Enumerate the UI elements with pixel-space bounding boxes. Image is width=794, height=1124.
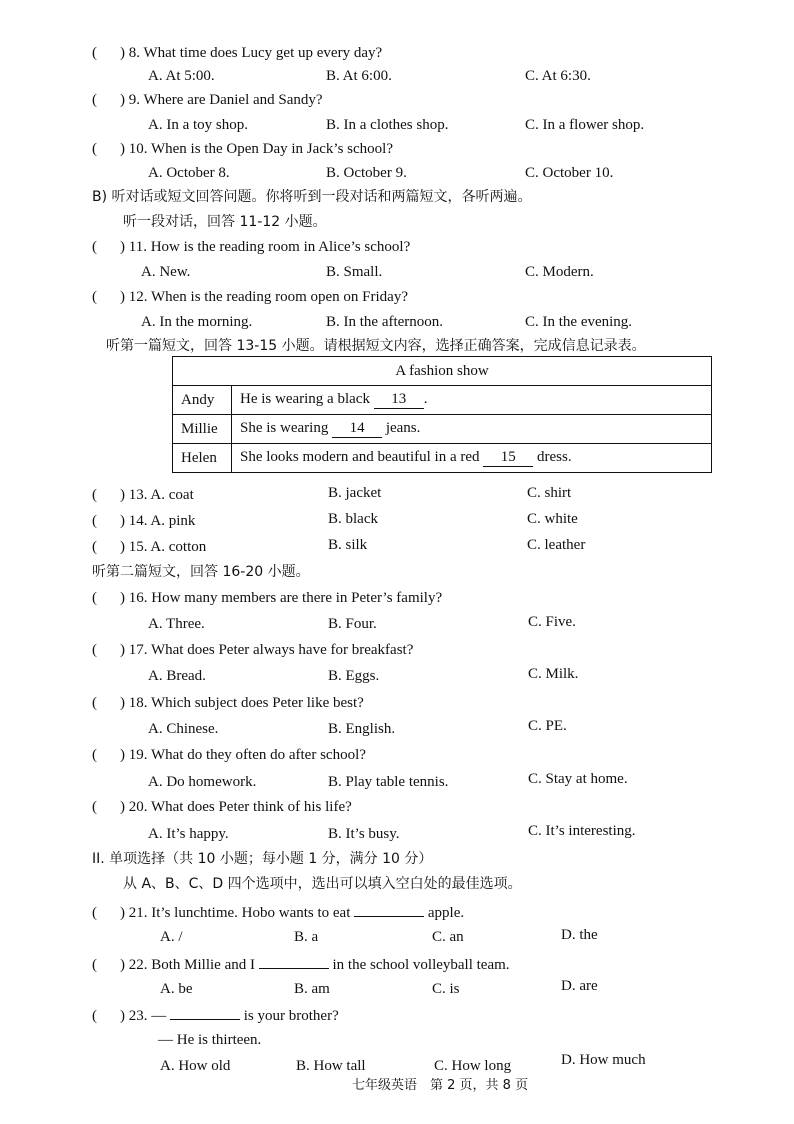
question-13: ( ) 13. A. coat (92, 487, 194, 503)
section-2-instruction: 从 A、B、C、D 四个选项中，选出可以填入空白处的最佳选项。 (123, 876, 522, 892)
q23-reply: — He is thirteen. (158, 1032, 262, 1048)
q13-option-c[interactable]: C. shirt (527, 485, 572, 501)
dialog-intro: 听一段对话，回答 11-12 小题。 (123, 214, 327, 230)
q17-option-a[interactable]: A. Bread. (148, 668, 206, 684)
blank-22[interactable] (259, 956, 329, 969)
q16-option-c[interactable]: C. Five. (528, 614, 576, 630)
question-17: ( ) 17. What does Peter always have for breakfast? (92, 642, 414, 658)
q14-option-b[interactable]: B. black (328, 511, 378, 527)
blank-13[interactable]: 13 (374, 391, 424, 409)
q23-option-b[interactable]: B. How tall (296, 1058, 366, 1074)
q19-option-b[interactable]: B. Play table tennis. (328, 774, 449, 790)
question-20: ( ) 20. What does Peter think of his life? (92, 799, 352, 815)
q14-option-c[interactable]: C. white (527, 511, 578, 527)
row-name: Millie (173, 415, 232, 444)
q22-option-a[interactable]: A. be (160, 981, 193, 997)
q16-option-a[interactable]: A. Three. (148, 616, 205, 632)
blank-15[interactable]: 15 (483, 449, 533, 467)
q15-option-c[interactable]: C. leather (527, 537, 586, 553)
passage1-intro: 听第一篇短文，回答 13-15 小题。请根据短文内容，选择正确答案，完成信息记录表。 (106, 338, 646, 354)
q20-option-a[interactable]: A. It’s happy. (148, 826, 229, 842)
q20-option-b[interactable]: B. It’s busy. (328, 826, 400, 842)
q11-option-a[interactable]: A. New. (141, 264, 191, 280)
q9-option-b[interactable]: B. In a clothes shop. (326, 117, 449, 133)
table-title: A fashion show (173, 357, 712, 386)
question-9: ( ) 9. Where are Daniel and Sandy? (92, 92, 323, 108)
row-name: Helen (173, 444, 232, 473)
question-8: ( ) 8. What time does Lucy get up every day? (92, 45, 383, 61)
q21-option-a[interactable]: A. / (160, 929, 183, 945)
q12-option-b[interactable]: B. In the afternoon. (326, 314, 444, 330)
table-header-row (173, 357, 712, 386)
q12-option-c[interactable]: C. In the evening. (525, 314, 633, 330)
q19-option-c[interactable]: C. Stay at home. (528, 771, 628, 787)
q20-option-c[interactable]: C. It’s interesting. (528, 823, 636, 839)
blank-23[interactable] (170, 1007, 240, 1020)
table-row (173, 444, 712, 473)
q11-option-b[interactable]: B. Small. (326, 264, 383, 280)
row-text: She looks modern and beautiful in a red 15 dress. (232, 444, 712, 473)
question-23: ( ) 23. — is your brother? (92, 1008, 339, 1024)
fashion-show-table (172, 356, 712, 473)
q18-option-b[interactable]: B. English. (328, 721, 396, 737)
q17-option-c[interactable]: C. Milk. (528, 666, 579, 682)
question-10: ( ) 10. When is the Open Day in Jack’s school? (92, 141, 393, 157)
passage2-intro: 听第二篇短文，回答 16-20 小题。 (92, 564, 310, 580)
blank-14[interactable]: 14 (332, 420, 382, 438)
question-12: ( ) 12. When is the reading room open on Friday? (92, 289, 408, 305)
q8-option-a[interactable]: A. At 5:00. (148, 68, 215, 84)
q10-option-a[interactable]: A. October 8. (148, 165, 230, 181)
q9-option-c[interactable]: C. In a flower shop. (525, 117, 645, 133)
blank-21[interactable] (354, 904, 424, 917)
question-22: ( ) 22. Both Millie and I in the school volleyball team. (92, 957, 510, 973)
table-row (173, 415, 712, 444)
q18-option-a[interactable]: A. Chinese. (148, 721, 219, 737)
q10-option-c[interactable]: C. October 10. (525, 165, 614, 181)
q22-option-d[interactable]: D. are (561, 978, 598, 994)
q21-option-d[interactable]: D. the (561, 927, 598, 943)
q15-option-b[interactable]: B. silk (328, 537, 368, 553)
q21-option-c[interactable]: C. an (432, 929, 464, 945)
q22-option-b[interactable]: B. am (294, 981, 330, 997)
q8-option-c[interactable]: C. At 6:30. (525, 68, 591, 84)
row-name: Andy (173, 386, 232, 415)
q18-option-c[interactable]: C. PE. (528, 718, 567, 734)
section-b-heading: B) 听对话或短文回答问题。你将听到一段对话和两篇短文，各听两遍。 (92, 189, 532, 205)
q23-option-c[interactable]: C. How long (434, 1058, 512, 1074)
q23-option-a[interactable]: A. How old (160, 1058, 231, 1074)
question-18: ( ) 18. Which subject does Peter like best? (92, 695, 364, 711)
q10-option-b[interactable]: B. October 9. (326, 165, 407, 181)
q19-option-a[interactable]: A. Do homework. (148, 774, 257, 790)
page-footer: 七年级英语 第 2 页，共 8 页 (352, 1078, 529, 1093)
table-row (173, 386, 712, 415)
q11-option-c[interactable]: C. Modern. (525, 264, 594, 280)
question-21: ( ) 21. It’s lunchtime. Hobo wants to eat apple. (92, 905, 465, 921)
q12-option-a[interactable]: A. In the morning. (141, 314, 253, 330)
row-text: He is wearing a black 13 . (232, 386, 712, 415)
question-19: ( ) 19. What do they often do after school? (92, 747, 366, 763)
question-16: ( ) 16. How many members are there in Peter’s family? (92, 590, 443, 606)
q9-option-a[interactable]: A. In a toy shop. (148, 117, 248, 133)
q23-option-d[interactable]: D. How much (561, 1052, 646, 1068)
question-11: ( ) 11. How is the reading room in Alice’s school? (92, 239, 411, 255)
q22-option-c[interactable]: C. is (432, 981, 460, 997)
q17-option-b[interactable]: B. Eggs. (328, 668, 380, 684)
q16-option-b[interactable]: B. Four. (328, 616, 377, 632)
q8-option-b[interactable]: B. At 6:00. (326, 68, 392, 84)
q13-option-b[interactable]: B. jacket (328, 485, 382, 501)
question-15: ( ) 15. A. cotton (92, 539, 207, 555)
row-text: She is wearing 14 jeans. (232, 415, 712, 444)
q21-option-b[interactable]: B. a (294, 929, 319, 945)
section-2-heading: II. 单项选择（共 10 小题；每小题 1 分，满分 10 分） (92, 851, 433, 867)
question-14: ( ) 14. A. pink (92, 513, 196, 529)
